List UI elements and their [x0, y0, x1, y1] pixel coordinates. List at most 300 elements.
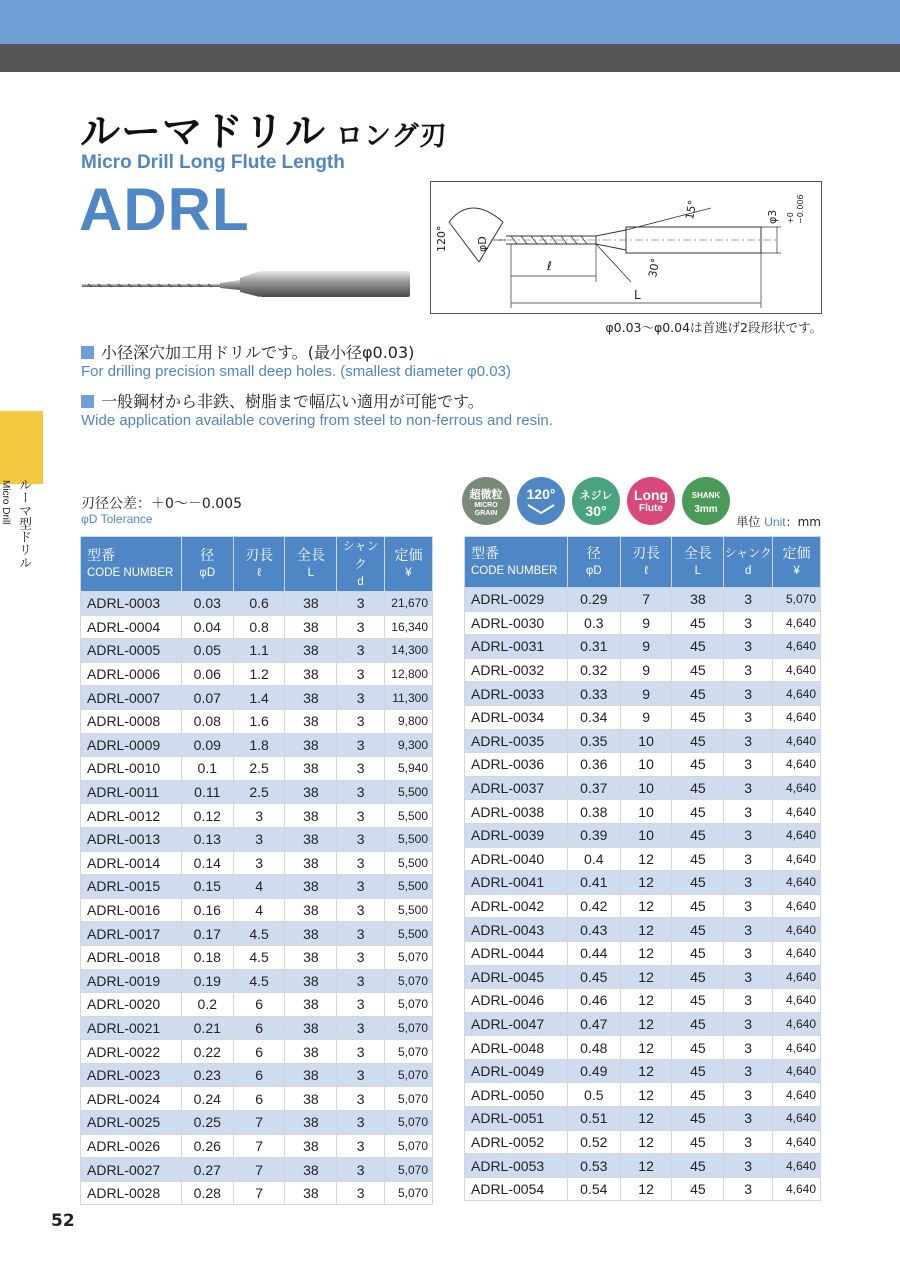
cell-shank: 3	[724, 1036, 773, 1060]
cell-flute-length: 10	[620, 753, 672, 777]
cell-flute-length: 1.4	[233, 686, 285, 710]
micro-grain-icon: 超微粒 MICRO GRAIN	[462, 477, 510, 525]
cell-price: 5,070	[385, 945, 433, 969]
cell-total-length: 45	[672, 941, 724, 965]
cell-diameter: 0.49	[567, 1059, 620, 1083]
cell-shank: 3	[724, 729, 773, 753]
cell-code: ADRL-0010	[81, 757, 182, 781]
cell-diameter: 0.12	[181, 804, 233, 828]
table-row	[465, 705, 821, 729]
table-row	[465, 776, 821, 800]
cell-flute-length: 9	[620, 635, 672, 659]
cell-diameter: 0.53	[567, 1154, 620, 1178]
cell-shank: 3	[337, 851, 385, 875]
cell-flute-length: 4	[233, 898, 285, 922]
cell-flute-length: 1.2	[233, 662, 285, 686]
cell-price: 9,300	[385, 733, 433, 757]
cell-code: ADRL-0031	[465, 635, 568, 659]
cell-shank: 3	[337, 592, 385, 616]
cell-total-length: 38	[285, 1111, 337, 1135]
cell-flute-length: 1.6	[233, 709, 285, 733]
cell-flute-length: 0.6	[233, 592, 285, 616]
cell-shank: 3	[724, 682, 773, 706]
cell-flute-length: 12	[620, 965, 672, 989]
cell-total-length: 45	[672, 1130, 724, 1154]
cell-shank: 3	[724, 800, 773, 824]
cell-price: 5,070	[385, 1181, 433, 1205]
cell-total-length: 38	[285, 827, 337, 851]
cell-code: ADRL-0052	[465, 1130, 568, 1154]
cell-diameter: 0.39	[567, 823, 620, 847]
table-row	[81, 1040, 433, 1064]
cell-total-length: 45	[672, 635, 724, 659]
cell-shank: 3	[724, 1177, 773, 1201]
cell-total-length: 38	[285, 780, 337, 804]
cell-total-length: 45	[672, 1036, 724, 1060]
cell-flute-length: 3	[233, 827, 285, 851]
cell-shank: 3	[337, 898, 385, 922]
cell-code: ADRL-0026	[81, 1134, 182, 1158]
cell-flute-length: 6	[233, 1040, 285, 1064]
cell-shank: 3	[337, 686, 385, 710]
cell-code: ADRL-0046	[465, 989, 568, 1013]
cell-diameter: 0.4	[567, 847, 620, 871]
cell-price: 4,640	[773, 705, 821, 729]
cell-total-length: 38	[285, 592, 337, 616]
cell-flute-length: 12	[620, 1012, 672, 1036]
table-row	[81, 969, 433, 993]
table-row	[81, 804, 433, 828]
cell-price: 4,640	[773, 871, 821, 895]
cell-total-length: 38	[285, 898, 337, 922]
cell-price: 5,070	[385, 1134, 433, 1158]
cell-code: ADRL-0006	[81, 662, 182, 686]
table-row	[81, 662, 433, 686]
cell-shank: 3	[724, 1107, 773, 1131]
cell-shank: 3	[337, 1134, 385, 1158]
feature-badges	[462, 477, 732, 527]
cell-flute-length: 7	[233, 1181, 285, 1205]
table-row	[81, 1111, 433, 1135]
cell-price: 4,640	[773, 611, 821, 635]
cell-code: ADRL-0034	[465, 705, 568, 729]
cell-total-length: 45	[672, 1107, 724, 1131]
table-row	[465, 847, 821, 871]
cell-price: 4,640	[773, 941, 821, 965]
tip-angle-label: 120°	[435, 225, 448, 252]
table-row	[81, 780, 433, 804]
table-row	[465, 965, 821, 989]
cell-price: 4,640	[773, 1107, 821, 1131]
cell-code: ADRL-0036	[465, 753, 568, 777]
table-row	[465, 588, 821, 612]
cell-code: ADRL-0003	[81, 592, 182, 616]
cell-diameter: 0.22	[181, 1040, 233, 1064]
cell-diameter: 0.08	[181, 709, 233, 733]
table-row	[465, 1083, 821, 1107]
cell-price: 4,640	[773, 753, 821, 777]
cell-shank: 3	[724, 635, 773, 659]
cell-total-length: 38	[285, 733, 337, 757]
table-row	[465, 658, 821, 682]
cell-code: ADRL-0005	[81, 639, 182, 663]
cell-code: ADRL-0021	[81, 1016, 182, 1040]
cell-code: ADRL-0048	[465, 1036, 568, 1060]
cell-total-length: 38	[285, 757, 337, 781]
cell-diameter: 0.13	[181, 827, 233, 851]
cell-diameter: 0.09	[181, 733, 233, 757]
cell-total-length: 38	[285, 686, 337, 710]
col-dia-header: 径 φD	[181, 537, 233, 592]
cell-diameter: 0.1	[181, 757, 233, 781]
cell-code: ADRL-0054	[465, 1177, 568, 1201]
table-row	[81, 709, 433, 733]
cell-code: ADRL-0017	[81, 922, 182, 946]
spec-table-left	[80, 536, 433, 1205]
col-shank-header: シャンク d	[724, 537, 773, 588]
cell-total-length: 38	[285, 1016, 337, 1040]
table-row	[465, 1154, 821, 1178]
col-dia-header: 径 φD	[567, 537, 620, 588]
table-row	[465, 1177, 821, 1201]
bullet-square-icon	[81, 395, 94, 408]
cell-diameter: 0.2	[181, 993, 233, 1017]
col-code-header: 型番 CODE NUMBER	[81, 537, 182, 592]
cell-price: 5,500	[385, 827, 433, 851]
cell-code: ADRL-0020	[81, 993, 182, 1017]
cell-flute-length: 7	[233, 1134, 285, 1158]
cell-shank: 3	[724, 611, 773, 635]
product-title-en: Micro Drill Long Flute Length	[81, 152, 345, 173]
table-row	[81, 1063, 433, 1087]
cell-diameter: 0.54	[567, 1177, 620, 1201]
cell-shank: 3	[337, 922, 385, 946]
cell-diameter: 0.05	[181, 639, 233, 663]
cell-code: ADRL-0043	[465, 918, 568, 942]
cell-flute-length: 12	[620, 1107, 672, 1131]
cell-flute-length: 2.5	[233, 757, 285, 781]
cell-total-length: 38	[285, 1040, 337, 1064]
cell-diameter: 0.14	[181, 851, 233, 875]
cell-shank: 3	[724, 894, 773, 918]
cell-flute-length: 9	[620, 658, 672, 682]
cell-flute-length: 4.5	[233, 922, 285, 946]
cell-diameter: 0.07	[181, 686, 233, 710]
col-shank-header: シャンク d	[337, 537, 385, 592]
cell-code: ADRL-0013	[81, 827, 182, 851]
col-flute-header: 刃長 ℓ	[233, 537, 285, 592]
cell-flute-length: 4	[233, 875, 285, 899]
table-row	[81, 945, 433, 969]
cell-diameter: 0.23	[181, 1063, 233, 1087]
cell-price: 5,940	[385, 757, 433, 781]
cell-shank: 3	[337, 639, 385, 663]
cell-diameter: 0.38	[567, 800, 620, 824]
cell-code: ADRL-0025	[81, 1111, 182, 1135]
tolerance-en: φD Tolerance	[81, 512, 153, 526]
cell-diameter: 0.29	[567, 588, 620, 612]
cell-code: ADRL-0032	[465, 658, 568, 682]
table-row	[465, 823, 821, 847]
cell-price: 4,640	[773, 1012, 821, 1036]
cell-price: 5,070	[385, 1063, 433, 1087]
cell-code: ADRL-0049	[465, 1059, 568, 1083]
cell-code: ADRL-0022	[81, 1040, 182, 1064]
cell-total-length: 45	[672, 800, 724, 824]
cell-code: ADRL-0004	[81, 615, 182, 639]
cell-total-length: 38	[285, 1087, 337, 1111]
cell-code: ADRL-0038	[465, 800, 568, 824]
table-row	[81, 592, 433, 616]
table-row	[81, 922, 433, 946]
cell-price: 4,640	[773, 965, 821, 989]
cell-price: 12,800	[385, 662, 433, 686]
cell-price: 5,070	[385, 993, 433, 1017]
spec-table-right	[464, 536, 821, 1201]
cell-code: ADRL-0029	[465, 588, 568, 612]
cell-diameter: 0.44	[567, 941, 620, 965]
top-color-band	[0, 0, 900, 44]
cell-code: ADRL-0015	[81, 875, 182, 899]
cell-diameter: 0.19	[181, 969, 233, 993]
page-number: 52	[51, 1211, 75, 1231]
cell-price: 4,640	[773, 1130, 821, 1154]
cell-diameter: 0.48	[567, 1036, 620, 1060]
table-row	[81, 1087, 433, 1111]
cell-diameter: 0.51	[567, 1107, 620, 1131]
cell-shank: 3	[724, 776, 773, 800]
table-row	[465, 682, 821, 706]
drill-photo	[80, 268, 415, 300]
cell-flute-length: 12	[620, 894, 672, 918]
product-title-jp-sub: ロング刃	[336, 121, 448, 152]
col-price-header: 定価 ¥	[773, 537, 821, 588]
cell-code: ADRL-0014	[81, 851, 182, 875]
cell-code: ADRL-0024	[81, 1087, 182, 1111]
cell-price: 4,640	[773, 1083, 821, 1107]
cell-shank: 3	[337, 875, 385, 899]
table-row	[465, 753, 821, 777]
cell-price: 4,640	[773, 989, 821, 1013]
table-row	[81, 851, 433, 875]
table-row	[81, 993, 433, 1017]
table-row	[465, 611, 821, 635]
cell-price: 4,640	[773, 847, 821, 871]
cell-flute-length: 10	[620, 823, 672, 847]
cell-shank: 3	[337, 757, 385, 781]
cell-code: ADRL-0030	[465, 611, 568, 635]
cell-total-length: 45	[672, 658, 724, 682]
cell-flute-length: 7	[233, 1111, 285, 1135]
cell-flute-length: 3	[233, 851, 285, 875]
cell-flute-length: 7	[233, 1158, 285, 1182]
side-label-jp: ルーマ型ドリル	[16, 478, 31, 569]
side-index-tab	[0, 411, 43, 484]
cell-shank: 3	[724, 965, 773, 989]
cell-code: ADRL-0008	[81, 709, 182, 733]
cell-price: 5,500	[385, 804, 433, 828]
cell-total-length: 38	[285, 615, 337, 639]
cell-diameter: 0.34	[567, 705, 620, 729]
cell-diameter: 0.3	[567, 611, 620, 635]
cell-diameter: 0.15	[181, 875, 233, 899]
cell-price: 4,640	[773, 800, 821, 824]
feature-2-en: Wide application available covering from steel to non-ferrous and resin.	[81, 412, 553, 429]
col-price-header: 定価 ¥	[385, 537, 433, 592]
cell-price: 4,640	[773, 658, 821, 682]
cell-shank: 3	[724, 658, 773, 682]
cell-total-length: 38	[285, 1158, 337, 1182]
cell-flute-length: 6	[233, 993, 285, 1017]
cell-total-length: 45	[672, 776, 724, 800]
cell-total-length: 45	[672, 918, 724, 942]
cell-price: 4,640	[773, 776, 821, 800]
cell-diameter: 0.06	[181, 662, 233, 686]
cell-total-length: 38	[285, 709, 337, 733]
cell-code: ADRL-0009	[81, 733, 182, 757]
col-length-header: 全長 L	[672, 537, 724, 588]
cell-flute-length: 1.1	[233, 639, 285, 663]
cell-price: 5,500	[385, 922, 433, 946]
side-label-en: Micro Drill	[0, 480, 11, 525]
cell-shank: 3	[724, 753, 773, 777]
cell-diameter: 0.17	[181, 922, 233, 946]
cell-price: 4,640	[773, 1036, 821, 1060]
cell-price: 21,670	[385, 592, 433, 616]
cell-shank: 3	[337, 827, 385, 851]
diagram-note: φ0.03～φ0.04は首逃げ2段形状です。	[605, 320, 822, 335]
col-length-header: 全長 L	[285, 537, 337, 592]
cell-price: 4,640	[773, 729, 821, 753]
table-row	[81, 875, 433, 899]
cell-total-length: 38	[285, 1063, 337, 1087]
cell-diameter: 0.31	[567, 635, 620, 659]
cell-shank: 3	[337, 969, 385, 993]
cell-flute-length: 0.8	[233, 615, 285, 639]
cell-diameter: 0.46	[567, 989, 620, 1013]
cell-price: 5,500	[385, 898, 433, 922]
cell-diameter: 0.45	[567, 965, 620, 989]
cell-flute-length: 9	[620, 682, 672, 706]
table-row	[465, 1107, 821, 1131]
cell-flute-length: 10	[620, 776, 672, 800]
cell-code: ADRL-0028	[81, 1181, 182, 1205]
table-row	[465, 729, 821, 753]
cell-code: ADRL-0050	[465, 1083, 568, 1107]
table-row	[81, 686, 433, 710]
product-title-jp: ルーマドリル	[80, 109, 326, 155]
cell-shank: 3	[724, 588, 773, 612]
col-code-header: 型番 CODE NUMBER	[465, 537, 568, 588]
top-dark-band	[0, 44, 900, 72]
product-code: ADRL	[79, 176, 250, 243]
cell-shank: 3	[724, 871, 773, 895]
cell-price: 5,500	[385, 780, 433, 804]
table-row	[465, 635, 821, 659]
cell-diameter: 0.35	[567, 729, 620, 753]
table-row	[81, 1134, 433, 1158]
table-header-row	[465, 537, 821, 588]
cell-price: 4,640	[773, 635, 821, 659]
cell-shank: 3	[337, 733, 385, 757]
cell-diameter: 0.47	[567, 1012, 620, 1036]
cell-flute-length: 12	[620, 1154, 672, 1178]
cell-flute-length: 6	[233, 1087, 285, 1111]
cell-code: ADRL-0016	[81, 898, 182, 922]
product-title	[80, 100, 447, 157]
tolerance-minus-label: −0.006	[796, 194, 805, 224]
cell-shank: 3	[337, 1063, 385, 1087]
table-header-row	[81, 537, 433, 592]
cell-code: ADRL-0041	[465, 871, 568, 895]
shank-label: φ3	[766, 209, 779, 224]
cell-shank: 3	[337, 993, 385, 1017]
cell-price: 4,640	[773, 682, 821, 706]
cell-total-length: 45	[672, 823, 724, 847]
cell-total-length: 38	[285, 1181, 337, 1205]
table-row	[465, 989, 821, 1013]
cell-flute-length: 6	[233, 1063, 285, 1087]
cell-diameter: 0.04	[181, 615, 233, 639]
shank-icon: SHANK 3mm	[682, 477, 730, 525]
cell-total-length: 45	[672, 847, 724, 871]
cell-code: ADRL-0040	[465, 847, 568, 871]
cell-total-length: 45	[672, 705, 724, 729]
cell-flute-length: 10	[620, 800, 672, 824]
cell-flute-length: 3	[233, 804, 285, 828]
feature-1-en: For drilling precision small deep holes. (smallest diameter φ0.03)	[81, 363, 511, 380]
cell-price: 4,640	[773, 1177, 821, 1201]
cell-shank: 3	[337, 1040, 385, 1064]
cell-total-length: 38	[672, 588, 724, 612]
cell-flute-length: 12	[620, 847, 672, 871]
cell-total-length: 38	[285, 662, 337, 686]
cell-shank: 3	[337, 662, 385, 686]
cell-price: 4,640	[773, 894, 821, 918]
cell-diameter: 0.5	[567, 1083, 620, 1107]
cell-total-length: 45	[672, 729, 724, 753]
cell-shank: 3	[337, 1181, 385, 1205]
table-row	[81, 615, 433, 639]
cell-shank: 3	[337, 780, 385, 804]
cell-price: 5,070	[773, 588, 821, 612]
cell-diameter: 0.21	[181, 1016, 233, 1040]
cell-shank: 3	[724, 941, 773, 965]
cell-shank: 3	[724, 1083, 773, 1107]
table-row	[465, 1130, 821, 1154]
cell-shank: 3	[724, 1012, 773, 1036]
cell-price: 4,640	[773, 918, 821, 942]
cell-code: ADRL-0033	[465, 682, 568, 706]
cell-total-length: 45	[672, 1083, 724, 1107]
cell-total-length: 45	[672, 1059, 724, 1083]
cell-flute-length: 4.5	[233, 945, 285, 969]
cell-code: ADRL-0047	[465, 1012, 568, 1036]
cell-total-length: 45	[672, 1012, 724, 1036]
cell-total-length: 45	[672, 989, 724, 1013]
drill-diagram	[430, 181, 822, 314]
cell-flute-length: 2.5	[233, 780, 285, 804]
cell-code: ADRL-0039	[465, 823, 568, 847]
cell-price: 9,800	[385, 709, 433, 733]
cell-flute-length: 12	[620, 941, 672, 965]
cell-price: 5,070	[385, 1016, 433, 1040]
cell-total-length: 38	[285, 993, 337, 1017]
angle-15-label: 15°	[683, 199, 700, 221]
cell-diameter: 0.42	[567, 894, 620, 918]
cell-shank: 3	[337, 804, 385, 828]
cell-shank: 3	[724, 705, 773, 729]
